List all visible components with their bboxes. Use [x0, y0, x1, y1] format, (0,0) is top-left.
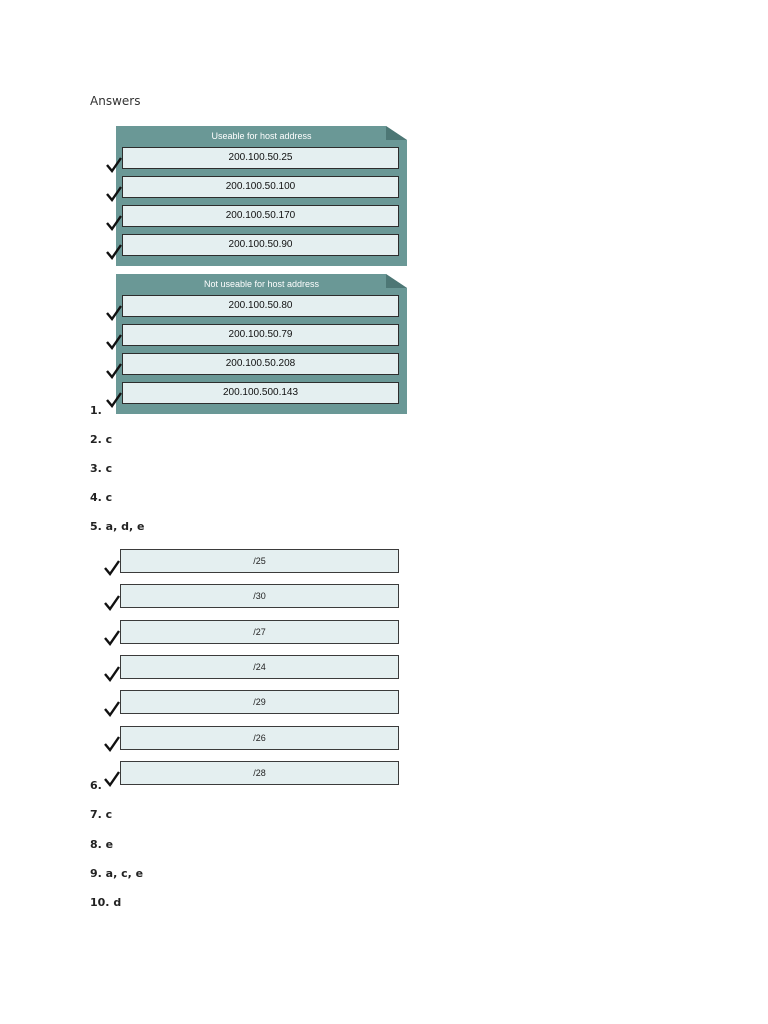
check-icon	[106, 186, 122, 202]
not-useable-item[interactable]: 200.100.50.80	[122, 295, 399, 317]
not-useable-item[interactable]: 200.100.50.79	[122, 324, 399, 346]
check-icon	[104, 701, 120, 717]
page-heading: Answers	[90, 94, 141, 108]
mask-option[interactable]: /25	[120, 549, 399, 573]
check-icon	[106, 244, 122, 260]
not-useable-item[interactable]: 200.100.50.208	[122, 353, 399, 375]
mask-option[interactable]: /27	[120, 620, 399, 644]
mask-option[interactable]: /29	[120, 690, 399, 714]
useable-item[interactable]: 200.100.50.170	[122, 205, 399, 227]
check-icon	[106, 334, 122, 350]
check-icon	[106, 363, 122, 379]
check-icon	[104, 736, 120, 752]
answer-item: 1.	[90, 404, 102, 417]
check-icon	[104, 666, 120, 682]
check-icon	[104, 630, 120, 646]
check-icon	[106, 215, 122, 231]
check-icon	[106, 305, 122, 321]
answer-item: 8. e	[90, 838, 114, 851]
check-icon	[104, 771, 120, 787]
answer-item: 5. a, d, e	[90, 520, 145, 533]
answer-item: 4. c	[90, 491, 113, 504]
useable-item[interactable]: 200.100.50.25	[122, 147, 399, 169]
not-useable-panel	[116, 274, 407, 414]
check-icon	[104, 560, 120, 576]
answer-item: 3. c	[90, 462, 113, 475]
mask-option[interactable]: /26	[120, 726, 399, 750]
mask-option[interactable]: /30	[120, 584, 399, 608]
answer-item: 7. c	[90, 808, 113, 821]
answer-item: 10. d	[90, 896, 122, 909]
answer-item: 6.	[90, 779, 102, 792]
mask-option[interactable]: /24	[120, 655, 399, 679]
useable-panel	[116, 126, 407, 266]
useable-item[interactable]: 200.100.50.100	[122, 176, 399, 198]
useable-panel-title: Useable for host address	[211, 131, 312, 141]
check-icon	[106, 392, 122, 408]
mask-option[interactable]: /28	[120, 761, 399, 785]
not-useable-panel-title: Not useable for host address	[203, 279, 320, 289]
check-icon	[104, 595, 120, 611]
answer-item: 2. c	[90, 433, 113, 446]
useable-item[interactable]: 200.100.50.90	[122, 234, 399, 256]
answer-item: 9. a, c, e	[90, 867, 144, 880]
check-icon	[106, 157, 122, 173]
not-useable-item[interactable]: 200.100.500.143	[122, 382, 399, 404]
